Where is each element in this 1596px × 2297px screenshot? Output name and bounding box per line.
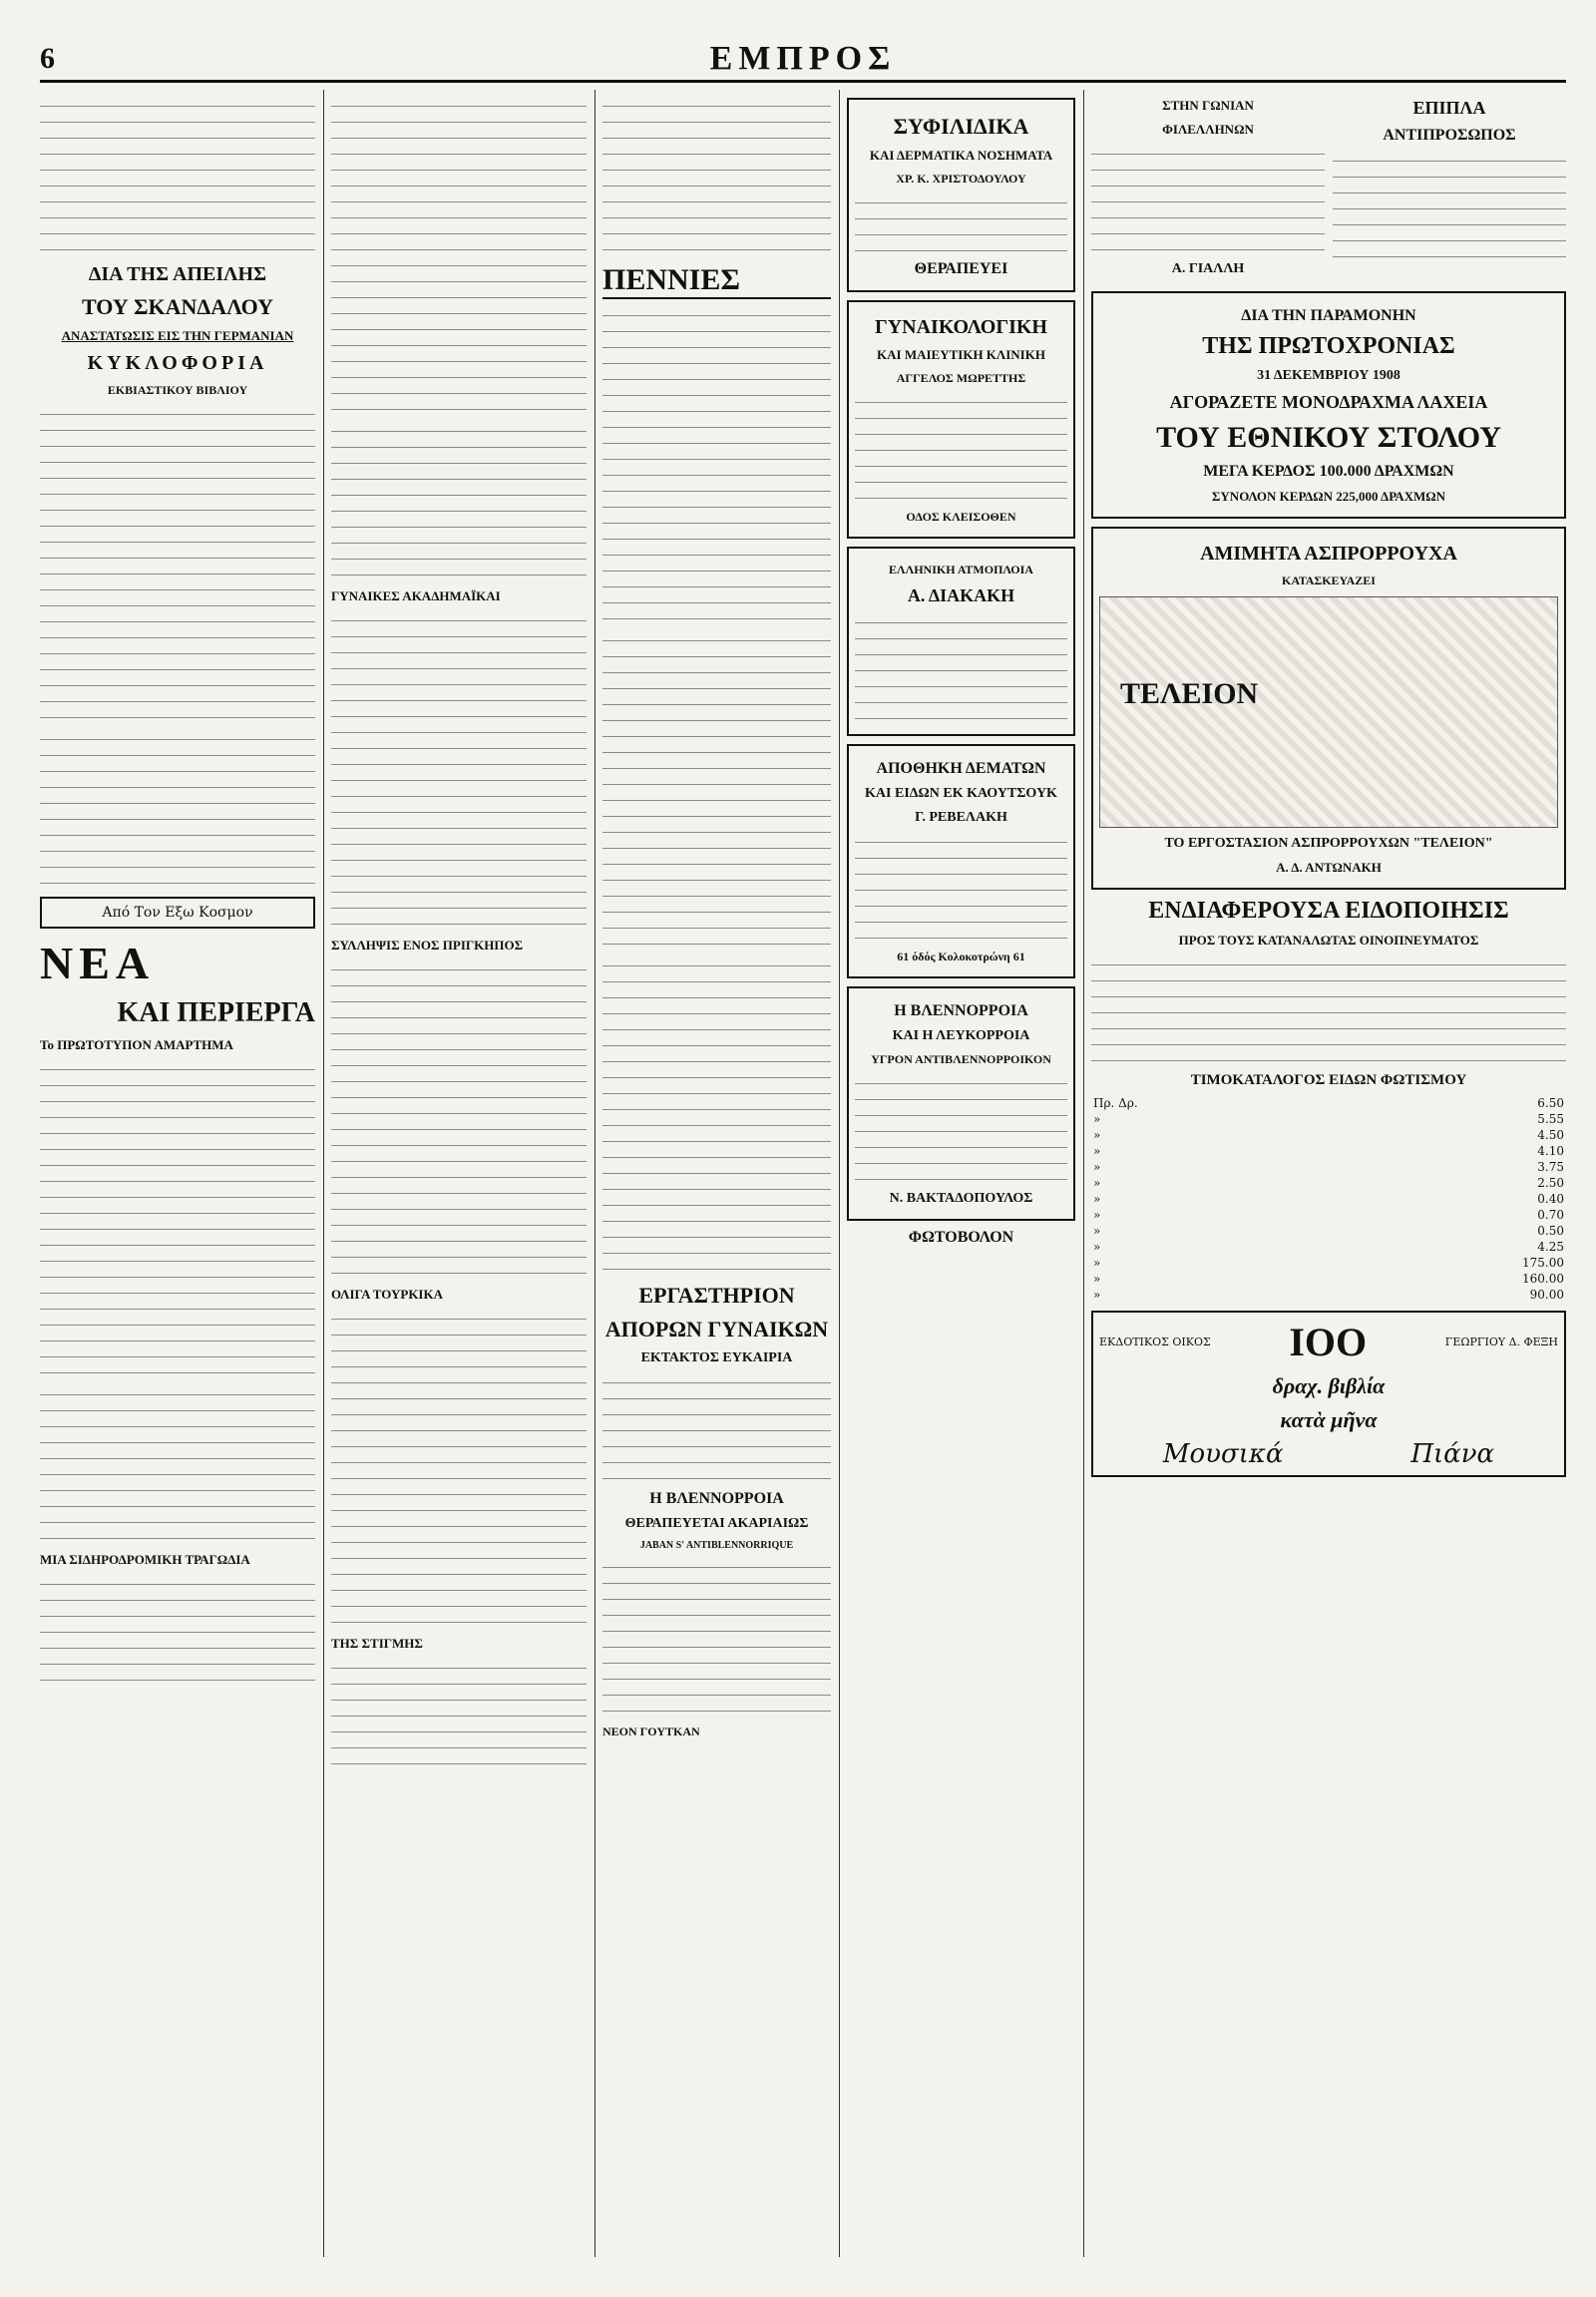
ad-doctor: ΑΓΓΕΛΟΣ ΜΩΡΕΤΤΗΣ [896, 371, 1026, 385]
ad-title: ΤΟΥ ΕΘΝΙΚΟΥ ΣΤΟΛΟΥ [1156, 421, 1501, 454]
price-row [1091, 1223, 1566, 1239]
ad-title: ΕΠΙΠΛΑ [1412, 98, 1486, 118]
ad-box [847, 300, 1075, 539]
text-block [855, 1073, 1067, 1183]
top-ads [1091, 90, 1566, 283]
headline: ΤΙΜΟΚΑΤΑΛΟΓΟΣ ΕΙΔΩΝ ΦΩΤΙΣΜΟΥ [1190, 1072, 1467, 1088]
ad-subtitle: ΚΑΙ ΜΑΙΕΥΤΙΚΗ ΚΛΙΝΙΚΗ [877, 347, 1045, 362]
subhead: ΑΝΑΣΤΑΤΩΣΙΣ ΕΙΣ ΤΗΝ ΓΕΡΜΑΝΙΑΝ [61, 328, 294, 343]
ad-box [847, 986, 1075, 1221]
ad-subtitle: ΕΛΛΗΝΙΚΗ ΑΤΜΟΠΛΟΙΑ [889, 563, 1033, 576]
ad-box [1091, 90, 1325, 283]
price-row [1091, 1175, 1566, 1191]
text-block [331, 1658, 587, 1767]
price-label: » [1093, 1288, 1101, 1302]
ad-title: Α. ΔΙΑΚΑΚΗ [907, 585, 1015, 605]
ad-title: δραχ. βιβλία [1272, 1373, 1386, 1398]
text-block [602, 956, 831, 1275]
price-row [1091, 1191, 1566, 1207]
column-1 [40, 90, 315, 2257]
headline: Η ΒΛΕΝΝΟΡΡΟΙΑ [649, 1490, 784, 1507]
text-block [855, 192, 1067, 252]
lottery-ad [1091, 291, 1566, 519]
text-block [331, 96, 587, 415]
ad-subtitle: ΓΕΩΡΓΙΟΥ Δ. ΦΕΞΗ [1444, 1336, 1558, 1348]
subhead: ΘΕΡΑΠΕΥΕΤΑΙ ΑΚΑΡΙΑΙΩΣ [624, 1516, 809, 1531]
linen-ad [1091, 527, 1566, 890]
ad-label: ΤΕΛΕΙΟΝ [1120, 677, 1259, 710]
ad-subtitle: ΣΥΝΟΛΟΝ ΚΕΡΔΩΝ 225,000 ΔΡΑΧΜΩΝ [1211, 489, 1446, 504]
text-block [1091, 955, 1566, 1064]
price-row [1091, 1239, 1566, 1255]
ad-title: ΑΜΙΜΗΤΑ ΑΣΠΡΟΡΡΟΥΧΑ [1200, 543, 1457, 565]
headline: ΕΝΔΙΑΦΕΡΟΥΣΑ ΕΙΔΟΠΟΙΗΣΙΣ [1148, 898, 1509, 924]
price-row [1091, 1111, 1566, 1127]
text-block [1091, 144, 1325, 253]
ad-subtitle: ΚΑΙ ΕΙΔΩΝ ΕΚ ΚΑΟΥΤΣΟΥΚ [865, 786, 1057, 801]
ad-box [847, 744, 1075, 978]
ad-title: ΣΥΦΙΛΙΔΙΚΑ [893, 114, 1029, 139]
subhead: ΝΕΟΝ ΓΟΥΤΚΑΝ [602, 1724, 700, 1738]
text-block [40, 1059, 315, 1378]
price-label: » [1093, 1208, 1101, 1222]
ad-doctor: Α. ΓΙΑΛΛΗ [1171, 261, 1245, 276]
text-block [602, 1557, 831, 1717]
ad-subtitle: ΔΙΑ ΤΗΝ ΠΑΡΑΜΟΝΗΝ [1241, 307, 1416, 324]
price-row [1091, 1271, 1566, 1287]
text-block [331, 610, 587, 930]
text-block [1333, 151, 1566, 260]
text-block [40, 1384, 315, 1544]
ad-subtitle: ΤΟ ΕΡΓΟΣΤΑΣΙΟΝ ΑΣΠΡΟΡΡΟΥΧΩΝ "ΤΕΛΕΙΟΝ" [1164, 836, 1493, 851]
price-row [1091, 1159, 1566, 1175]
ad-footer: ΟΔΟΣ ΚΛΕΙΣΟΘΕΝ [906, 510, 1016, 524]
price-row [1091, 1127, 1566, 1143]
text-block [602, 96, 831, 255]
subhead: Το ΠΡΩΤΟΤΥΠΟΝ ΑΜΑΡΤΗΜΑ [40, 1037, 233, 1052]
subhead: ΠΡΟΣ ΤΟΥΣ ΚΑΤΑΝΑΛΩΤΑΣ ΟΙΝΟΠΝΕΥΜΑΤΟΣ [1178, 933, 1479, 948]
price-value: 6.50 [1537, 1096, 1564, 1110]
ad-doctor: ΧΡ. Κ. ΧΡΙΣΤΟΔΟΥΛΟΥ [896, 172, 1026, 186]
text-block [855, 612, 1067, 722]
text-block [331, 421, 587, 580]
price-value: 4.50 [1537, 1128, 1564, 1142]
ad-doctor: Α. Δ. ΑΝΤΩΝΑΚΗ [1276, 860, 1382, 875]
text-block [40, 1574, 315, 1684]
headline: ΔΙΑ ΤΗΣ ΑΠΕΙΛΗΣ [88, 263, 267, 285]
ad-title: κατὰ μῆνα [1280, 1407, 1378, 1432]
subhead: ΟΛΙΓΑ ΤΟΥΡΚΙΚΑ [331, 1287, 443, 1302]
ad-title: Πιάνα [1410, 1439, 1495, 1469]
price-value: 4.25 [1537, 1240, 1564, 1254]
ad-subtitle: ΚΑΙ ΔΕΡΜΑΤΙΚΑ ΝΟΣΗΜΑΤΑ [869, 148, 1053, 163]
text-block [331, 959, 587, 1279]
price-row [1091, 1207, 1566, 1223]
music-ad [1091, 1311, 1566, 1477]
headline-large: ΝΕΑ [40, 938, 156, 988]
ad-title: ΑΝΤΙΠΡΟΣΩΠΟΣ [1383, 127, 1516, 144]
ad-footer: 61 όδός Κολοκοτρώνη 61 [897, 950, 1025, 963]
price-value: 160.00 [1522, 1272, 1564, 1286]
price-label: » [1093, 1112, 1101, 1126]
price-value: 175.00 [1522, 1256, 1564, 1270]
subhead: ΕΚΤΑΚΤΟΣ ΕΥΚΑΙΡΙΑ [640, 1350, 793, 1365]
text-block [40, 729, 315, 889]
subhead: ΓΥΝΑΙΚΕΣ ΑΚΑΔΗΜΑΪΚΑΙ [331, 588, 501, 603]
price-label: » [1093, 1192, 1101, 1206]
ad-title: ΘΕΡΑΠΕΥΕΙ [914, 260, 1008, 277]
price-label: » [1093, 1144, 1101, 1158]
price-label: » [1093, 1224, 1101, 1238]
column-2 [331, 90, 587, 2257]
price-label: » [1093, 1256, 1101, 1270]
headline: ΚΥΚΛΟΦΟΡΙΑ [87, 352, 268, 374]
price-value: 0.50 [1537, 1224, 1564, 1238]
text-block [602, 1372, 831, 1482]
headline-large: ΠΕΝΝΙΕΣ [602, 263, 831, 299]
subhead: ΤΗΣ ΣΤΙΓΜΗΣ [331, 1636, 423, 1651]
text-block [40, 96, 315, 255]
column-rule [1083, 90, 1084, 2257]
subhead: ΕΚΒΙΑΣΤΙΚΟΥ ΒΙΒΛΙΟΥ [107, 383, 248, 397]
column-rule [839, 90, 840, 2257]
price-row [1091, 1143, 1566, 1159]
price-row [1091, 1287, 1566, 1303]
price-value: 0.70 [1537, 1208, 1564, 1222]
text-block [602, 630, 831, 950]
text-block [40, 404, 315, 723]
ad-subtitle: ΥΓΡΟΝ ΑΝΤΙΒΛΕΝΝΟΡΡΟΙΚΟΝ [871, 1052, 1051, 1066]
ad-subtitle: ΚΑΙ Η ΛΕΥΚΟΡΡΟΙΑ [892, 1028, 1030, 1043]
section-banner: Από Τον Εξω Κοσμον [40, 897, 315, 929]
ad-title: ΣΤΗΝ ΓΩΝΙΑΝ [1162, 98, 1254, 113]
ad-doctor: Ν. ΒΑΚΤΑΔΟΠΟΥΛΟΣ [889, 1191, 1033, 1206]
subhead: ΣΥΛΛΗΨΙΣ ΕΝΟΣ ΠΡΙΓΚΗΠΟΣ [331, 938, 524, 953]
ad-box [847, 547, 1075, 736]
ad-subtitle: ΚΑΤΑΣΚΕΥΑΖΕΙ [1282, 574, 1376, 587]
price-table [1091, 1095, 1566, 1303]
ad-title: ΙΟΟ [1289, 1320, 1368, 1364]
ad-title: ΦΩΤΟΒΟΛΟΝ [908, 1229, 1014, 1246]
ad-title: Μουσικά [1162, 1439, 1284, 1469]
column-5 [1091, 90, 1566, 2257]
price-label: » [1093, 1128, 1101, 1142]
column-rule [595, 90, 596, 2257]
ad-doctor: Γ. ΡΕΒΕΛΑΚΗ [915, 810, 1007, 825]
text-block [855, 832, 1067, 942]
price-value: 3.75 [1537, 1160, 1564, 1174]
ad-subtitle: ΜΕΓΑ ΚΕΡΔΟΣ 100.000 ΔΡΑΧΜΩΝ [1203, 463, 1454, 480]
ad-box [847, 98, 1075, 292]
price-value: 4.10 [1537, 1144, 1564, 1158]
headline-large: ΚΑΙ ΠΕΡΙΕΡΓΑ [117, 997, 315, 1028]
text-block [602, 305, 831, 624]
ad-title: Η ΒΛΕΝΝΟΡΡΟΙΑ [894, 1002, 1028, 1019]
shirt-illustration [1099, 596, 1558, 828]
ad-title: ΓΥΝΑΙΚΟΛΟΓΙΚΗ [875, 316, 1047, 338]
subhead: JABAN S' ANTIBLENNORRIQUE [639, 1540, 794, 1551]
column-4 [847, 90, 1075, 2257]
column-3 [602, 90, 831, 2257]
ad-title: ΦΙΛΕΛΛΗΝΩΝ [1162, 122, 1254, 137]
price-row [1091, 1095, 1566, 1111]
ad-subtitle: ΑΓΟΡΑΖΕΤΕ ΜΟΝΟΔΡΑΧΜΑ ΛΑΧΕΙΑ [1169, 392, 1488, 412]
price-row [1091, 1255, 1566, 1271]
text-block [855, 392, 1067, 502]
subhead: ΜΙΑ ΣΙΔΗΡΟΔΡΟΜΙΚΗ ΤΡΑΓΩΔΙΑ [40, 1552, 250, 1567]
price-label: Πρ. Δρ. [1093, 1096, 1138, 1110]
ad-box [1333, 90, 1566, 283]
price-value: 0.40 [1537, 1192, 1564, 1206]
price-label: » [1093, 1272, 1101, 1286]
headline: ΤΟΥ ΣΚΑΝΔΑΛΟΥ [81, 294, 274, 319]
masthead: ΕΜΠΡΟΣ [709, 40, 897, 77]
price-label: » [1093, 1176, 1101, 1190]
page-header [40, 40, 1566, 83]
price-value: 5.55 [1537, 1112, 1564, 1126]
price-label: » [1093, 1240, 1101, 1254]
ad-subtitle: ΕΚΔΟΤΙΚΟΣ ΟΙΚΟΣ [1099, 1336, 1211, 1348]
ad-date: 31 ΔΕΚΕΜΒΡΙΟΥ 1908 [1257, 368, 1400, 383]
price-label: » [1093, 1160, 1101, 1174]
price-value: 2.50 [1537, 1176, 1564, 1190]
page-number: 6 [40, 42, 55, 75]
column-rule [323, 90, 324, 2257]
ad-title: ΑΠΟΘΗΚΗ ΔΕΜΑΤΩΝ [876, 760, 1046, 777]
ad-title: ΤΗΣ ΠΡΩΤΟΧΡΟΝΙΑΣ [1202, 333, 1455, 359]
headline: ΕΡΓΑΣΤΗΡΙΟΝ [638, 1283, 795, 1308]
headline: ΑΠΟΡΩΝ ΓΥΝΑΙΚΩΝ [604, 1317, 829, 1341]
text-block [331, 1309, 587, 1628]
price-value: 90.00 [1529, 1288, 1564, 1302]
